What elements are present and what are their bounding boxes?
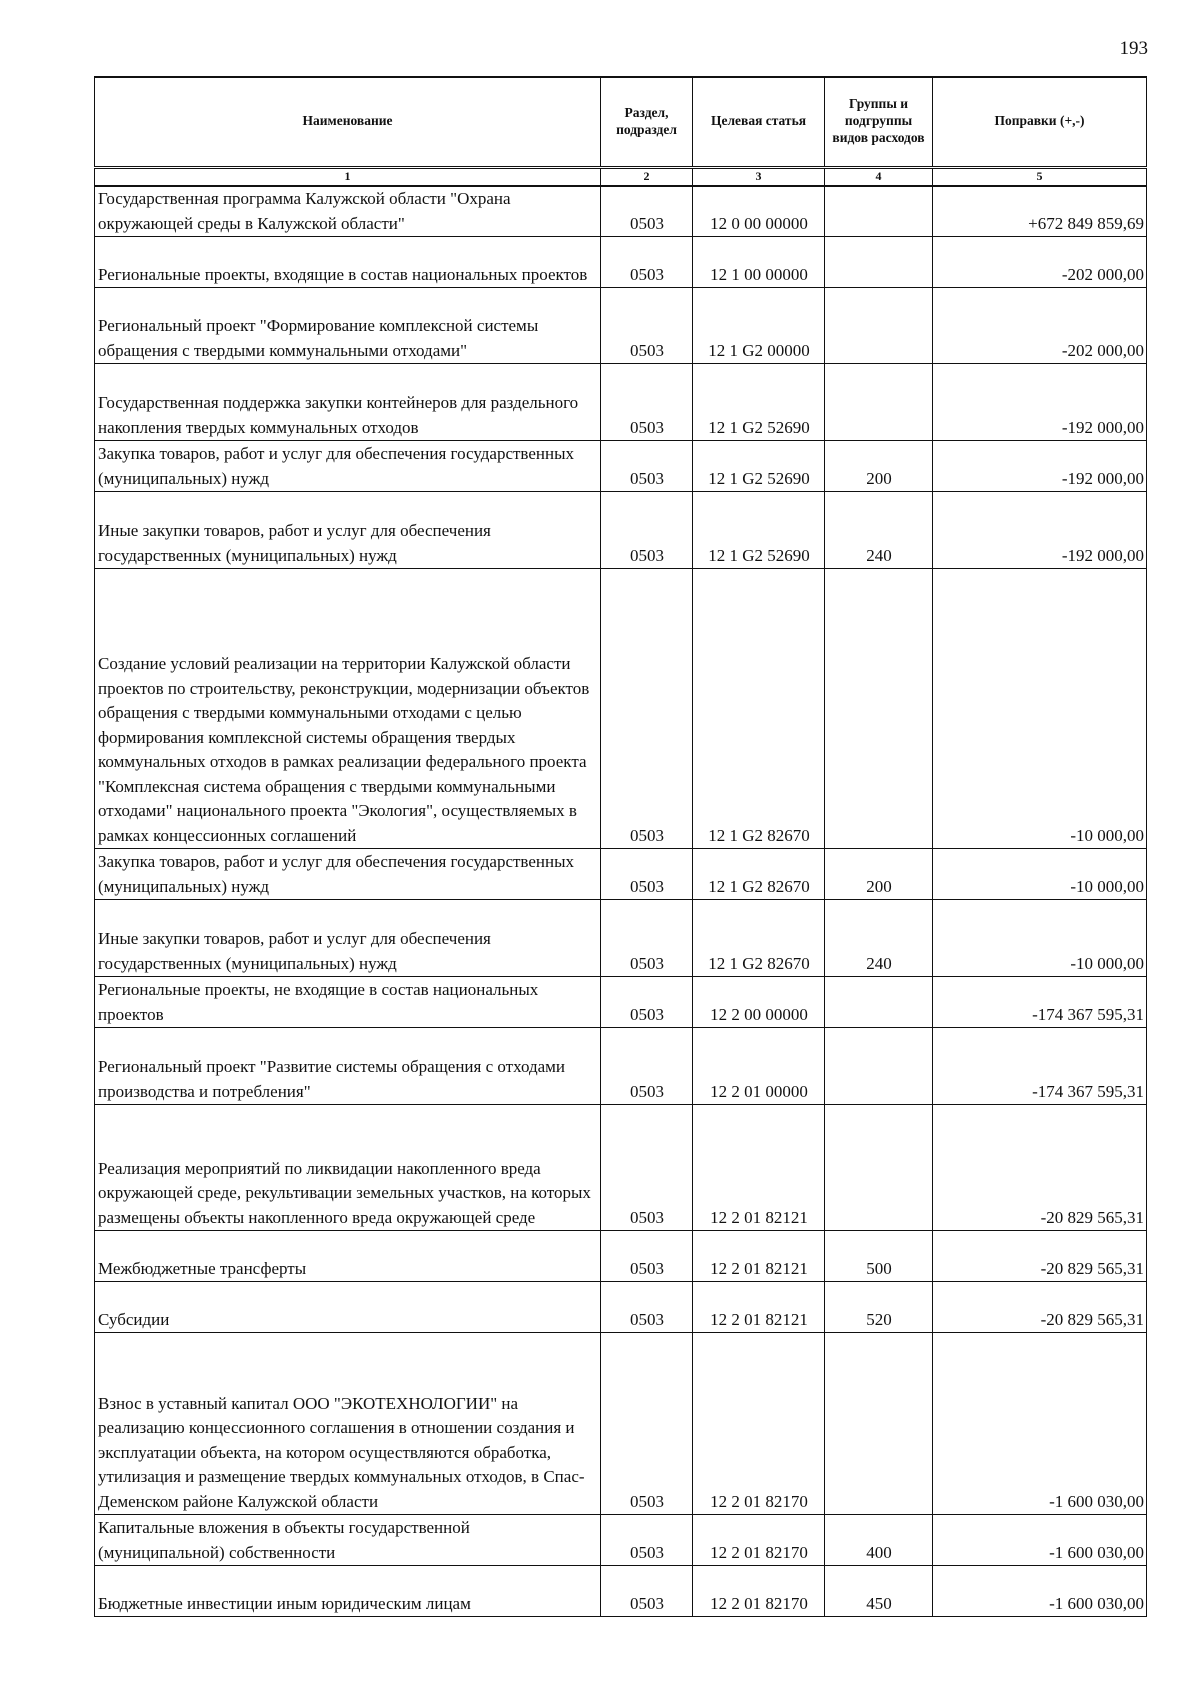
table-row <box>95 977 1147 1028</box>
row-name: Иные закупки товаров, работ и услуг для обеспечения государственных (муниципальных) нужд <box>95 900 601 977</box>
row-target: 12 1 G2 82670 <box>693 900 825 977</box>
row-amount: -10 000,00 <box>933 569 1147 849</box>
table-row <box>95 364 1147 441</box>
row-amount: -20 829 565,31 <box>933 1282 1147 1333</box>
row-name: Бюджетные инвестиции иным юридическим лицам <box>95 1566 601 1617</box>
row-amount: -10 000,00 <box>933 849 1147 900</box>
table-row <box>95 900 1147 977</box>
row-group <box>825 237 933 288</box>
row-amount: -192 000,00 <box>933 441 1147 492</box>
row-name: Реализация мероприятий по ликвидации накопленного вреда окружающей среде, рекультивации земельных участков, на которых размещены объекты накопленного вреда окружающей среде <box>95 1105 601 1231</box>
row-name: Региональный проект "Формирование комплексной системы обращения с твердыми коммунальными отходами" <box>95 288 601 364</box>
row-target: 12 1 G2 82670 <box>693 569 825 849</box>
row-section: 0503 <box>601 1566 693 1617</box>
row-amount: -192 000,00 <box>933 492 1147 569</box>
budget-amendments-table <box>94 76 1147 1617</box>
row-group <box>825 1028 933 1105</box>
row-target: 12 1 00 00000 <box>693 237 825 288</box>
column-number: 3 <box>693 167 825 186</box>
table-header-row <box>95 77 1147 167</box>
row-name: Межбюджетные трансферты <box>95 1231 601 1282</box>
row-section: 0503 <box>601 237 693 288</box>
row-name: Региональный проект "Развитие системы обращения с отходами производства и потребления" <box>95 1028 601 1105</box>
table-row <box>95 492 1147 569</box>
page-number: 193 <box>1119 38 1148 59</box>
table-row <box>95 569 1147 849</box>
row-target: 12 1 G2 82670 <box>693 849 825 900</box>
row-target: 12 1 G2 52690 <box>693 364 825 441</box>
column-number: 1 <box>95 167 601 186</box>
column-number-row <box>95 167 1147 186</box>
table-row <box>95 849 1147 900</box>
row-section: 0503 <box>601 1028 693 1105</box>
row-name: Региональные проекты, входящие в состав национальных проектов <box>95 237 601 288</box>
row-target: 12 2 01 82121 <box>693 1105 825 1231</box>
row-group: 400 <box>825 1515 933 1566</box>
row-name: Государственная программа Калужской области "Охрана окружающей среды в Калужской области" <box>95 186 601 237</box>
row-target: 12 2 01 82121 <box>693 1282 825 1333</box>
row-section: 0503 <box>601 288 693 364</box>
header-target: Целевая статья <box>693 77 825 167</box>
table-row <box>95 1231 1147 1282</box>
table-row <box>95 1282 1147 1333</box>
table-row <box>95 186 1147 237</box>
row-target: 12 2 01 00000 <box>693 1028 825 1105</box>
row-name: Взнос в уставный капитал ООО "ЭКОТЕХНОЛОГИИ" на реализацию концессионного соглашения в отношении создания и эксплуатации объекта, на котором осуществляются обработка, утилизация и размещение твердых коммунальных отходов, в Спас-Деменском районе Калужской области <box>95 1333 601 1515</box>
row-target: 12 2 01 82170 <box>693 1515 825 1566</box>
row-section: 0503 <box>601 186 693 237</box>
row-target: 12 2 01 82121 <box>693 1231 825 1282</box>
row-group <box>825 1333 933 1515</box>
row-target: 12 2 01 82170 <box>693 1566 825 1617</box>
row-group <box>825 1105 933 1231</box>
column-number: 5 <box>933 167 1147 186</box>
row-amount: -174 367 595,31 <box>933 977 1147 1028</box>
row-section: 0503 <box>601 364 693 441</box>
row-group <box>825 186 933 237</box>
table-row <box>95 288 1147 364</box>
table-row <box>95 1515 1147 1566</box>
row-group: 520 <box>825 1282 933 1333</box>
column-number: 2 <box>601 167 693 186</box>
row-target: 12 1 G2 00000 <box>693 288 825 364</box>
table-row <box>95 1105 1147 1231</box>
row-name: Создание условий реализации на территории Калужской области проектов по строительству, реконструкции, модернизации объектов обращения с твердыми коммунальными отходами с целью формирования комплексной системы обращения твердых коммунальных отходов в рамках реализации федерального проекта "Комплексная система обращения с твердыми коммунальными отходами" национального проекта "Экология", осуществляемых в рамках концессионных соглашений <box>95 569 601 849</box>
row-name: Закупка товаров, работ и услуг для обеспечения государственных (муниципальных) нужд <box>95 441 601 492</box>
table-row <box>95 1566 1147 1617</box>
header-group: Группы и подгруппы видов расходов <box>825 77 933 167</box>
row-name: Закупка товаров, работ и услуг для обеспечения государственных (муниципальных) нужд <box>95 849 601 900</box>
row-amount: -1 600 030,00 <box>933 1333 1147 1515</box>
row-name: Субсидии <box>95 1282 601 1333</box>
row-name: Иные закупки товаров, работ и услуг для обеспечения государственных (муниципальных) нужд <box>95 492 601 569</box>
row-target: 12 2 00 00000 <box>693 977 825 1028</box>
table-row <box>95 441 1147 492</box>
header-amount: Поправки (+,-) <box>933 77 1147 167</box>
row-group: 200 <box>825 849 933 900</box>
column-number: 4 <box>825 167 933 186</box>
row-group: 240 <box>825 492 933 569</box>
row-target: 12 1 G2 52690 <box>693 492 825 569</box>
row-section: 0503 <box>601 569 693 849</box>
row-amount: -1 600 030,00 <box>933 1566 1147 1617</box>
row-amount: +672 849 859,69 <box>933 186 1147 237</box>
row-group <box>825 977 933 1028</box>
row-section: 0503 <box>601 1515 693 1566</box>
row-section: 0503 <box>601 1231 693 1282</box>
header-section: Раздел, подраздел <box>601 77 693 167</box>
table-row <box>95 1333 1147 1515</box>
row-section: 0503 <box>601 1282 693 1333</box>
row-target: 12 0 00 00000 <box>693 186 825 237</box>
row-target: 12 1 G2 52690 <box>693 441 825 492</box>
header-name: Наименование <box>95 77 601 167</box>
row-amount: -20 829 565,31 <box>933 1231 1147 1282</box>
row-group: 500 <box>825 1231 933 1282</box>
table-row <box>95 1028 1147 1105</box>
row-amount: -202 000,00 <box>933 288 1147 364</box>
row-group: 200 <box>825 441 933 492</box>
row-amount: -174 367 595,31 <box>933 1028 1147 1105</box>
row-amount: -10 000,00 <box>933 900 1147 977</box>
row-group: 240 <box>825 900 933 977</box>
row-amount: -20 829 565,31 <box>933 1105 1147 1231</box>
row-name: Капитальные вложения в объекты государственной (муниципальной) собственности <box>95 1515 601 1566</box>
row-name: Государственная поддержка закупки контейнеров для раздельного накопления твердых коммунальных отходов <box>95 364 601 441</box>
row-section: 0503 <box>601 900 693 977</box>
row-section: 0503 <box>601 977 693 1028</box>
row-group <box>825 288 933 364</box>
row-group <box>825 364 933 441</box>
row-section: 0503 <box>601 1333 693 1515</box>
row-amount: -192 000,00 <box>933 364 1147 441</box>
row-amount: -202 000,00 <box>933 237 1147 288</box>
row-section: 0503 <box>601 1105 693 1231</box>
row-section: 0503 <box>601 849 693 900</box>
row-group: 450 <box>825 1566 933 1617</box>
row-amount: -1 600 030,00 <box>933 1515 1147 1566</box>
row-section: 0503 <box>601 492 693 569</box>
row-target: 12 2 01 82170 <box>693 1333 825 1515</box>
table-row <box>95 237 1147 288</box>
row-section: 0503 <box>601 441 693 492</box>
row-group <box>825 569 933 849</box>
row-name: Региональные проекты, не входящие в состав национальных проектов <box>95 977 601 1028</box>
